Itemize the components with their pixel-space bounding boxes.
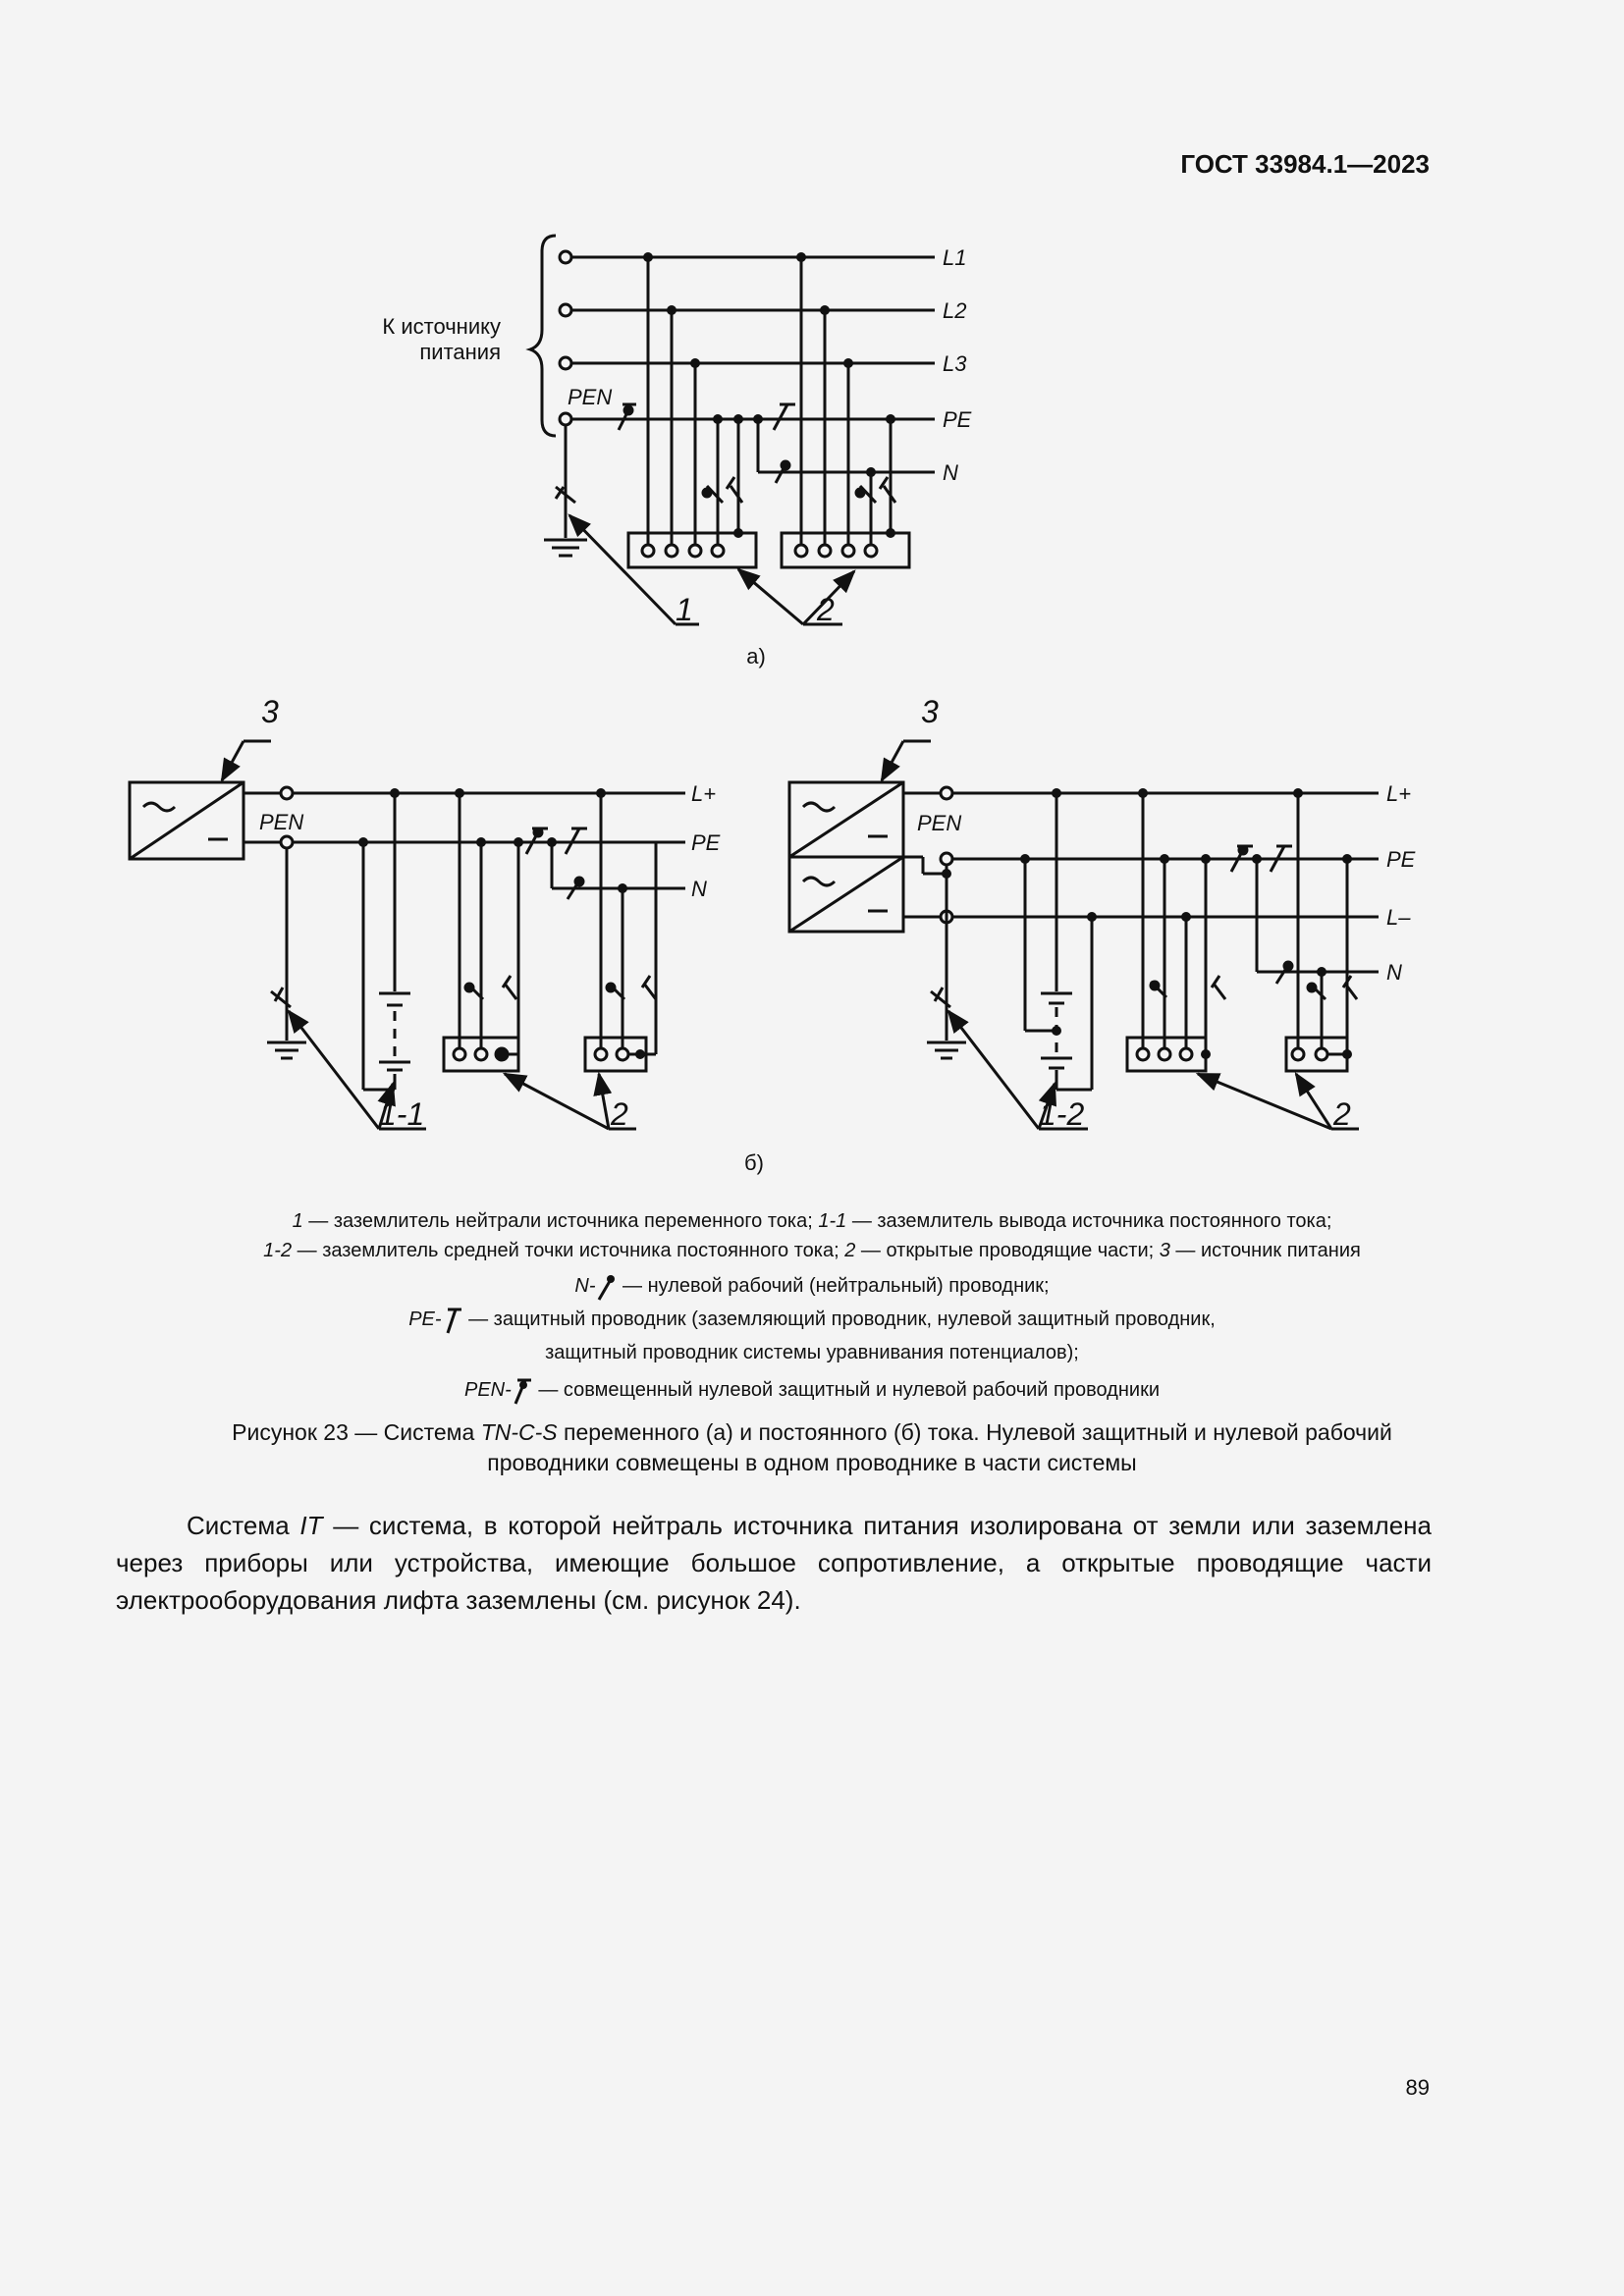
ground-icon [544,540,587,556]
ground-icon [927,1042,966,1058]
line-label: L3 [943,351,967,376]
line-label: N [691,877,707,901]
line-label: N [1386,960,1402,985]
line-label: PE [691,830,721,855]
callout-label: 3 [921,694,939,729]
pen-label: PEN [568,385,613,409]
diagram-sublabel: а) [746,644,766,668]
legend-line: защитный проводник системы уравнивания потенциалов); [545,1342,1079,1363]
pen-label: PEN [917,811,962,835]
pen-conductor-icon [512,1376,533,1406]
bus-lines [566,257,935,472]
diagram-b-left [130,694,721,1132]
legend-line: 1 — заземлитель нейтрали источника переменного тока; 1-1 — заземлитель вывода источника постоянного тока; [292,1210,1332,1232]
protective-conductor-icon [442,1306,463,1335]
legend-line: N- — нулевой рабочий (нейтральный) проводник; [0,1270,1624,1302]
pen-label: PEN [259,810,304,834]
neutral-conductor-icon [595,1272,617,1302]
callout-label: 2 [1333,1096,1351,1132]
callout-label: 1-2 [1039,1096,1085,1132]
diagram-b-right [789,694,1416,1132]
legend-line: PEN- — совмещенный нулевой защитный и нулевой рабочий проводники [0,1374,1624,1406]
diagram-sublabel: б) [744,1150,764,1175]
line-label: PE [1386,847,1416,872]
legend-line: 1-2 — заземлитель средней точки источника постоянного тока; 2 — открытые проводящие части; 3 — источник питания [263,1240,1361,1261]
diagram-a [382,236,971,668]
page-number: 89 [1405,2075,1430,2100]
line-label: PE [943,407,972,432]
body-paragraph: Система IT — система, в которой нейтраль источника питания изолирована от земли или заземлена через приборы или устройства, имеющие большое сопротивление, а открытые проводящие части электрооборудования лифта заземлены (см. рисунок 24). [116,1511,1433,1615]
callout-label: 2 [611,1096,628,1132]
callout-label: 2 [817,592,835,627]
line-label: N [943,460,958,485]
source-label: К источнику [382,314,501,339]
source-label: питания [419,340,501,364]
line-label: L2 [943,298,967,323]
source-brace [530,236,556,436]
callout-label: 1-1 [379,1096,425,1132]
line-label: L+ [1386,781,1412,806]
line-label: L+ [691,781,717,806]
document-number: ГОСТ 33984.1—2023 [1180,149,1430,179]
legend-line: PE- — защитный проводник (заземляющий проводник, нулевой защитный проводник, [0,1304,1624,1335]
ground-icon [267,1042,306,1058]
figure-caption: Рисунок 23 — Система TN-C-S переменного (а) и постоянного (б) тока. Нулевой защитный и нулевой рабочий проводники совмещены в одном проводнике в части системы [232,1419,1392,1475]
line-label: L1 [943,245,967,270]
callout-label: 3 [261,694,279,729]
line-label: L– [1386,905,1411,930]
callout-label: 1 [676,592,693,627]
